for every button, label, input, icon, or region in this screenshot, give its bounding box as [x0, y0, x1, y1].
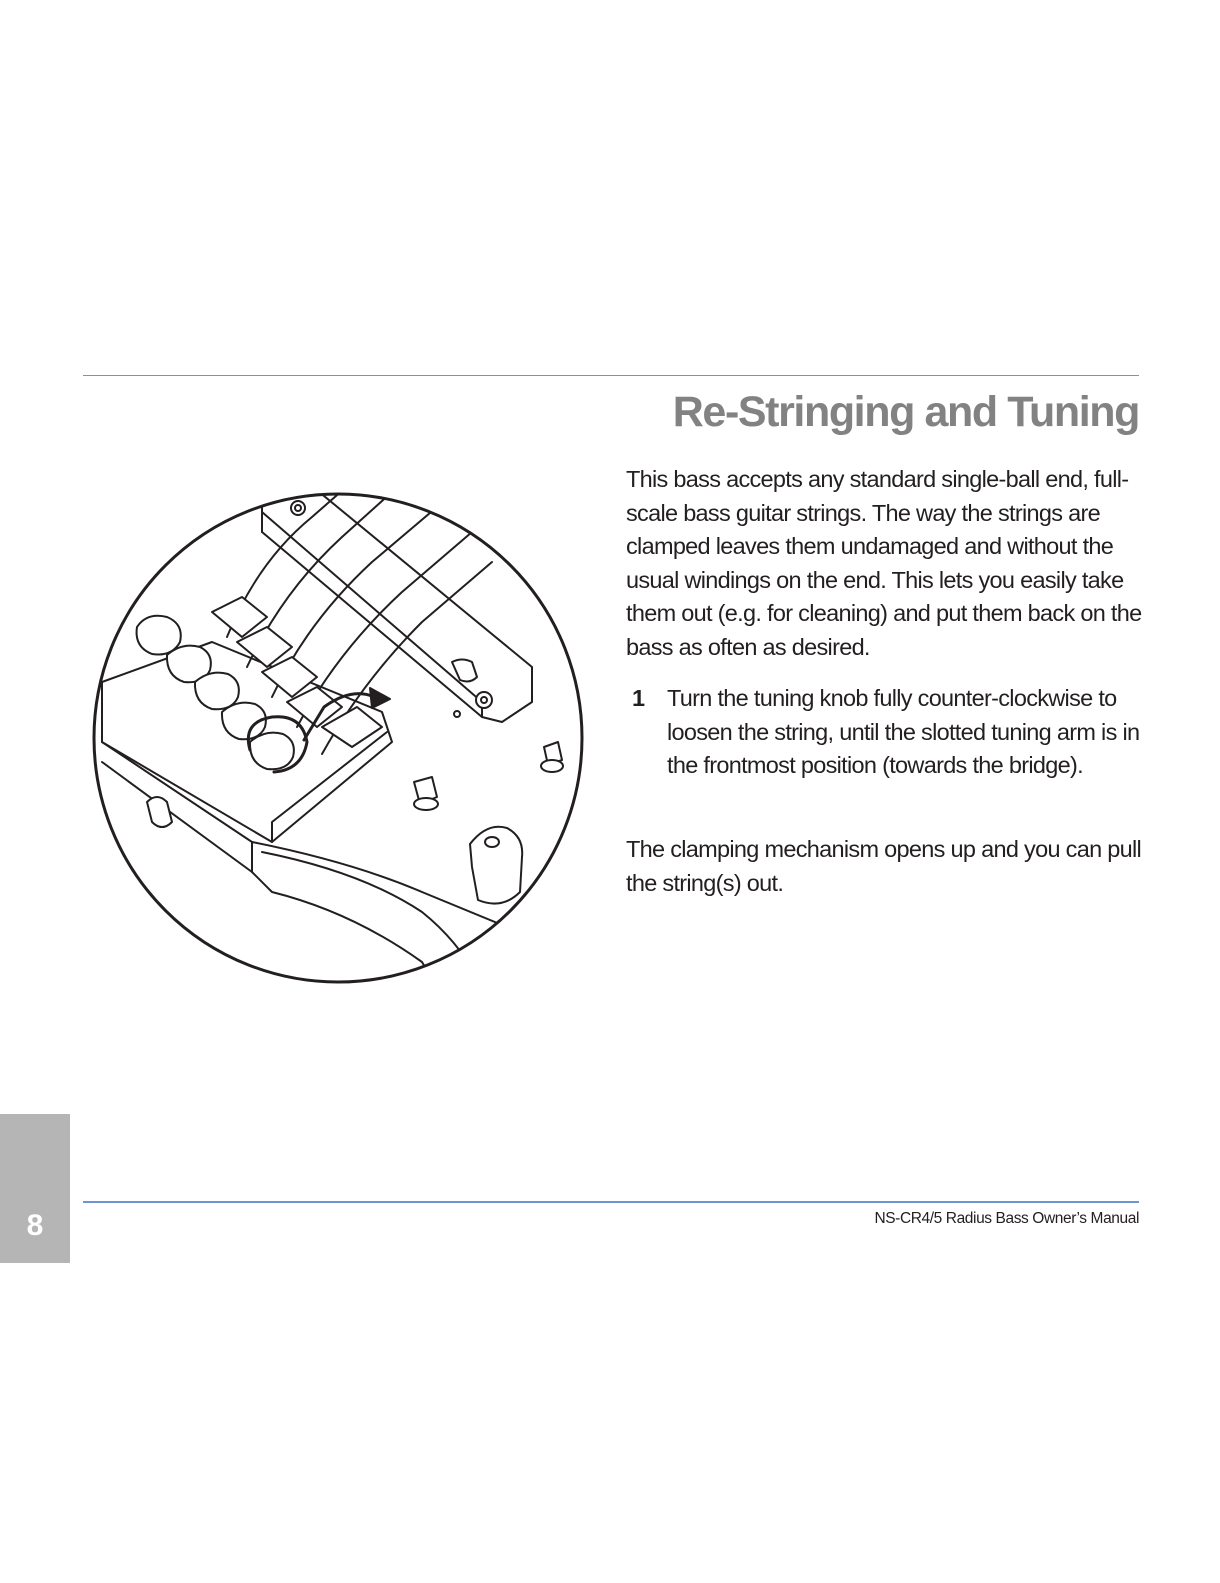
instruction-step — [626, 682, 1146, 783]
step-number: 1 — [632, 685, 645, 711]
section-title: Re-Stringing and Tuning — [672, 388, 1139, 436]
manual-title: NS-CR4/5 Radius Bass Owner’s Manual — [874, 1210, 1139, 1227]
header-rule — [83, 375, 1139, 376]
page-number: 8 — [26, 1209, 44, 1242]
intro-paragraph: This bass accepts any standard single-ball end, full-scale bass guitar strings. The way the strings are clamped leaves them undamaged and without the usual windings on the end. This lets you easily take them out (e.g. for cleaning) and put them back on the bass as often as desired. — [626, 466, 1142, 660]
bass-tuner-closeup-illustration — [92, 492, 592, 994]
footer-rule — [83, 1201, 1139, 1203]
result-paragraph: The clamping mechanism opens up and you can pull the string(s) out. — [626, 836, 1142, 896]
step-text: Turn the tuning knob fully counter-clockwise to loosen the string, until the slotted tuning arm is in the frontmost position (towards the bridge). — [667, 685, 1140, 779]
